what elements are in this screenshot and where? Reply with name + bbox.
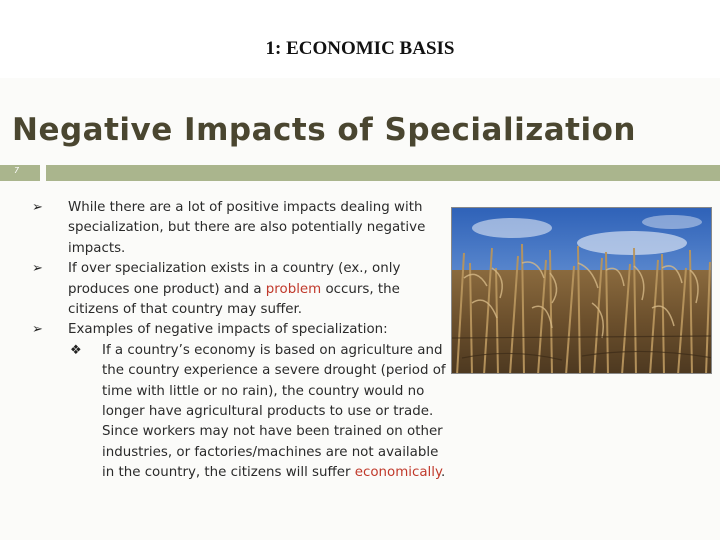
sub-bullet-text: If a country’s economy is based on agriculture and the country experience a severe drought (period of time with little or no rain), the country would no longer have agricultural products to use or trade. Since workers may not have been trained on other industries, or factories/machines are not available in the country, the citizens will suffer economically. xyxy=(102,342,446,481)
slide-number-bar xyxy=(0,165,40,181)
drought-cornfield-image xyxy=(451,207,712,374)
page-heading: 1: ECONOMIC BASIS xyxy=(265,38,455,59)
arrow-bullet-icon: ➢ xyxy=(32,261,43,277)
bullet-item xyxy=(32,320,452,340)
bullet-text: While there are a lot of positive impacts dealing with specialization, but there are also potentially negative impacts. xyxy=(68,200,426,256)
accent-bar xyxy=(46,165,720,181)
bullet-text: Examples of negative impacts of specialization: xyxy=(68,322,388,338)
sub-bullet-item xyxy=(32,341,452,484)
slide-title: Negative Impacts of Specialization xyxy=(12,112,636,148)
arrow-bullet-icon: ➢ xyxy=(32,322,43,338)
highlight-problem: problem xyxy=(265,281,322,297)
slide-number: 7 xyxy=(14,166,20,175)
bullet-item xyxy=(32,259,452,320)
bullet-text: If over specialization exists in a country (ex., only produces one product) and a problem occurs, the citizens of that country may suffer. xyxy=(68,261,401,318)
bullet-item xyxy=(32,198,452,259)
arrow-bullet-icon: ➢ xyxy=(32,200,43,215)
highlight-economically: economically xyxy=(354,465,442,481)
diamond-bullet-icon: ❖ xyxy=(70,342,82,358)
slide-body xyxy=(32,198,452,484)
